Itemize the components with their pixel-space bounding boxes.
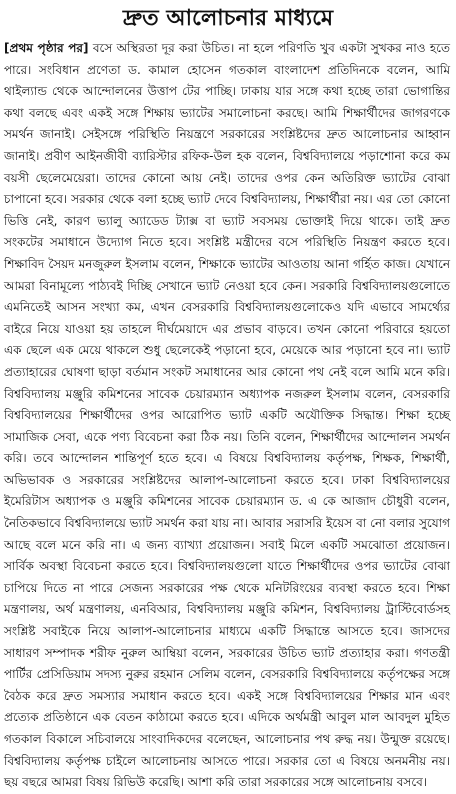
continuation-label: [প্রথম পৃষ্ঠার পর] [4, 41, 89, 55]
article-body [4, 38, 450, 790]
article-headline: দ্রুত আলোচনার মাধ্যমে [122, 6, 334, 31]
article-body-text: বসে অস্থিরতা দূর করা উচিত। না হলে পরিণতি খুব একটা সুখকর নাও হতে পারে। সংবিধান প্রণেতা ড. কামাল হোসেন গতকাল বাংলাদেশ প্রতিদিনকে বলেন, আমি থাইল্যান্ড থেকে আন্দোলনের উত্তাপ টের পাচ্ছি। ঢাকায় যার সঙ্গে কথা হচ্ছে তারা ভোগান্তির কথা বলছে এবং একই সঙ্গে শিক্ষায় ভ্যাটের সমালোচনা করছে। আমি শিক্ষার্থীদের জাগরণকে সমর্থন জানাই। সেইসঙ্গে পরিস্থিতি নিয়ন্ত্রণে সরকারের সংশ্লিষ্টদের দ্রুত আলোচনার আহ্বান জানাই। প্রবীণ আইনজীবী ব্যারিস্টার রফিক-উল হক বলেন, বিশ্ববিদ্যালয়ে পড়াশোনা করে কম বয়সী ছেলেমেয়েরা। তাদের কোনো আয় নেই। তাদের ওপর কেন অতিরিক্ত ভ্যাটের বোঝা চাপানো হবে। সরকার থেকে বলা হচ্ছে ভ্যাট দেবে বিশ্ববিদ্যালয়, শিক্ষার্থীরা নয়। এর তো কোনো ভিত্তি নেই, কারণ ভ্যালু অ্যাডেড ট্যাক্স বা ভ্যাট সবসময় ভোক্তাই দিয়ে থাকে। তাই দ্রুত সংকটের সমাধানে উদ্যোগ নিতে হবে। সংশ্লিষ্ট মন্ত্রীদের বসে পরিস্থিতি নিয়ন্ত্রণ করতে হবে। শিক্ষাবিদ সৈয়দ মনজুরুল ইসলাম বলেন, শিক্ষাকে ভ্যাটের আওতায় আনা গর্হিত কাজ। যেখানে আমরা বিনামূল্যে পাঠ্যবই দিচ্ছি সেখানে ভ্যাট নেওয়া হবে কেন। সরকারি বিশ্ববিদ্যালয়গুলোতে এমনিতেই আসন সংখ্যা কম, এখন বেসরকারি বিশ্ববিদ্যালয়গুলোকেও যদি এভাবে সামর্থ্যের বাইরে নিয়ে যাওয়া হয় তাহলে দীর্ঘমেয়াদে এর প্রভাব বাড়বে। তখন কোনো পরিবারে হয়তো এক ছেলে এক মেয়ে থাকলে শুধু ছেলেকেই পড়ানো হবে, মেয়েকে আর পড়ানো হবে না। ভ্যাট প্রত্যাহারের ঘোষণা ছাড়া বর্তমান সংকট সমাধানের আর কোনো পথ নেই বলে আমি মনে করি। বিশ্ববিদ্যালয় মঞ্জুরি কমিশনের সাবেক চেয়ারম্যান অধ্যাপক নজরুল ইসলাম বলেন, বেসরকারি বিশ্ববিদ্যালয়ের শিক্ষার্থীদের ওপর আরোপিত ভ্যাট একটি অযৌক্তিক সিদ্ধান্ত। শিক্ষা হচ্ছে সামাজিক সেবা, একে পণ্য বিবেচনা করা ঠিক নয়। তিনি বলেন, শিক্ষার্থীদের আন্দোলন সমর্থন করি। তবে আন্দোলন শান্তিপূর্ণ হতে হবে। এ বিষয়ে বিশ্ববিদ্যালয় কর্তৃপক্ষ, শিক্ষক, শিক্ষার্থী, অভিভাবক ও সরকারের সংশ্লিষ্টদের আলাপ-আলোচনা করতে হবে। ঢাকা বিশ্ববিদ্যালয়ের ইমেরিটাস অধ্যাপক ও মঞ্জুরি কমিশনের সাবেক চেয়ারম্যান ড. এ কে আজাদ চৌধুরী বলেন, নৈতিকভাবে বিশ্ববিদ্যালয়ে ভ্যাট সমর্থন করা যায় না। আবার সরাসরি ইয়েস বা নো বলার সুযোগ আছে বলে মনে করি না। এ জন্য ব্যাখ্যা প্রয়োজন। সবাই মিলে একটি সমঝোতা প্রয়োজন। সার্বিক অবস্থা বিবেচনা করতে হবে। বিশ্ববিদ্যালয়গুলো যাতে শিক্ষার্থীদের ওপর ভ্যাটের বোঝা চাপিয়ে দিতে না পারে সেজন্য সরকারের পক্ষ থেকে মনিটরিংয়ের ব্যবস্থা করতে হবে। শিক্ষা মন্ত্রণালয়, অর্থ মন্ত্রণালয়, এনবিআর, বিশ্ববিদ্যালয় মঞ্জুরি কমিশন, বিশ্ববিদ্যালয় ট্রাস্টিবোর্ডসহ সংশ্লিষ্ট সবাইকে নিয়ে আলাপ-আলোচনার মাধ্যমে একটি সিদ্ধান্তে আসতে হবে। জাসদের সাধারণ সম্পাদক শরীফ নুরুল আম্বিয়া বলেন, সরকারের উচিত ভ্যাট প্রত্যাহার করা। গণতন্ত্রী পার্টির প্রেসিডিয়াম সদস্য নুরুর রহমান সেলিম বলেন, বেসরকারি বিশ্ববিদ্যালয়ে কর্তৃপক্ষের সঙ্গে বৈঠক করে দ্রুত সমস্যার সমাধান করতে হবে। একই সঙ্গে বিশ্ববিদ্যালয়ের শিক্ষার মান এবং প্রত্যেক প্রতিষ্ঠানে এক বেতন কাঠামো করতে হবে। এদিকে অর্থমন্ত্রী আবুল মাল আবদুল মুহিত গতকাল বিকালে সচিবালয়ে সাংবাদিকদের বলেছেন, আলোচনার পথ রুদ্ধ নয়। উন্মুক্ত রয়েছে। বিশ্ববিদ্যালয় কর্তৃপক্ষ চাইলে আলোচনায় আসতে পারে। সরকার তো এ বিষয়ে অনমনীয় নয়। ছয় বছরে আমরা বিষয় রিভিউ করেছি। আশা করি তারা সরকারের সঙ্গে আলোচনায় বসবে। [4, 41, 450, 790]
